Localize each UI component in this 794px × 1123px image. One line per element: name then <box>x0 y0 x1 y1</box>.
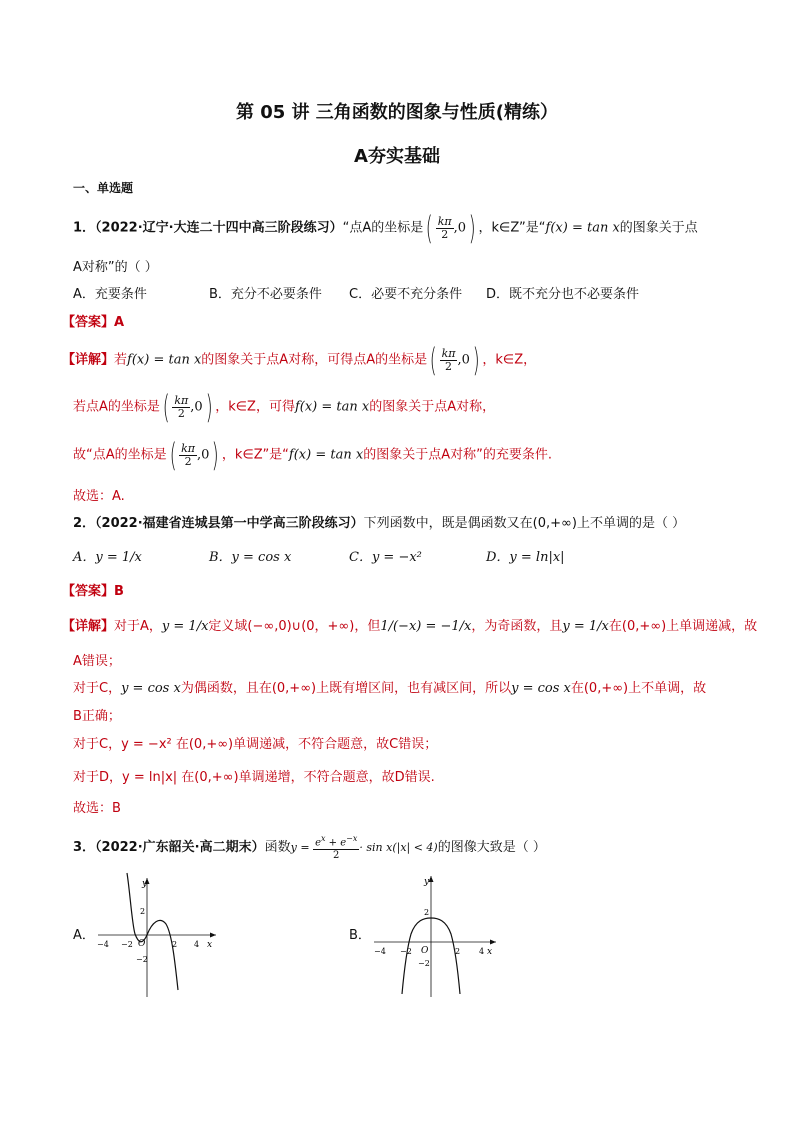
svg-text:4: 4 <box>479 947 485 956</box>
svg-text:2: 2 <box>172 940 178 949</box>
q2-option-c[interactable]: C．y = −x² <box>349 550 422 565</box>
question-1-stem: 1．（2022·辽宁·大连二十四中高三阶段练习）“点A的坐标是( $\frac{k\pi}{2}$ ,0) ，k∈Z”是“f(x) = tan x的图象关于点 <box>73 209 698 247</box>
q2-detail-line1: 【详解】对于A，y = 1/x定义域(−∞,0)∪(0，+∞)，但1/(−x) = −1/x，为奇函数，且y = 1/x在(0,+∞)上单调递减，故 <box>62 619 758 634</box>
q1-conclusion: 故选：A. <box>73 489 125 504</box>
question-number: 1． <box>73 220 96 236</box>
svg-text:2: 2 <box>455 947 461 956</box>
q1-detail-line3: 故“点A的坐标是( $\frac{k\pi}{2}$ ,0) ，k∈Z”是“f(x) = tan x的图象关于点A对称”的充要条件. <box>73 436 552 474</box>
question-3-stem: 3．（2022·广东韶关·高二期末）函数y = $\frac{e^x + e^{-x}}{2}$ · sin x(|x| < 4)的图像大致是（ ） <box>73 834 546 862</box>
q1-option-b[interactable]: B．充分不必要条件 <box>209 287 322 302</box>
q2-detail-line2b: B正确； <box>73 709 121 724</box>
q2-detail-line4: 对于D，y = ln|x| 在(0,+∞)单调递增，不符合题意，故D错误. <box>73 770 435 785</box>
svg-text:2: 2 <box>140 907 146 916</box>
question-number: 3． <box>73 840 96 856</box>
question-source: （2022·辽宁·大连二十四中高三阶段练习） <box>95 220 343 236</box>
q2-option-d[interactable]: D．y = ln|x| <box>486 550 565 565</box>
q1-answer: 【答案】A <box>62 315 125 330</box>
q1-option-c[interactable]: C．必要不充分条件 <box>349 287 463 302</box>
q2-conclusion: 故选：B <box>73 801 121 816</box>
q3-option-a-label[interactable]: A． <box>73 928 95 943</box>
q3-option-b-label[interactable]: B． <box>349 928 371 943</box>
svg-text:O: O <box>138 939 146 949</box>
q3-graph-a[interactable] <box>94 872 222 1000</box>
svg-text:4: 4 <box>194 940 200 949</box>
q2-detail-line2: 对于C，y = cos x为偶函数，且在(0,+∞)上既有增区间，也有减区间，所以y = cos x在(0,+∞)上不单调，故 <box>73 681 707 696</box>
page-subtitle: A夯实基础 <box>354 146 440 167</box>
svg-text:−4: −4 <box>374 947 386 956</box>
svg-text:y: y <box>424 877 430 887</box>
svg-text:x: x <box>487 947 493 957</box>
q2-option-b[interactable]: B．y = cos x <box>209 550 292 565</box>
svg-text:−4: −4 <box>97 940 109 949</box>
q1-option-a[interactable]: A．充要条件 <box>73 287 147 302</box>
page-title: 第 05 讲 三角函数的图象与性质(精练） <box>235 102 559 123</box>
q2-option-a[interactable]: A．y = 1/x <box>73 550 142 565</box>
svg-text:x: x <box>207 940 213 950</box>
svg-text:−2: −2 <box>121 940 133 949</box>
question-source: （2022·福建省连城县第一中学高三阶段练习） <box>95 516 364 531</box>
svg-text:y: y <box>142 879 148 889</box>
svg-text:O: O <box>421 946 429 956</box>
q1-detail-line2: 若点A的坐标是( $\frac{k\pi}{2}$ ,0) ，k∈Z，可得f(x) = tan x的图象关于点A对称， <box>73 388 496 426</box>
q2-answer: 【答案】B <box>62 584 124 599</box>
q3-graph-b[interactable] <box>370 872 502 1000</box>
q2-detail-line3: 对于C，y = −x² 在(0,+∞)单调递减，不符合题意，故C错误； <box>73 737 438 752</box>
svg-text:2: 2 <box>424 908 430 917</box>
question-number: 2． <box>73 516 96 531</box>
question-source: （2022·广东韶关·高二期末） <box>95 840 265 856</box>
q1-option-d[interactable]: D．既不充分也不必要条件 <box>486 287 640 302</box>
question-2-stem: 2．（2022·福建省连城县第一中学高三阶段练习）下列函数中，既是偶函数又在(0,+∞)上不单调的是（ ） <box>73 516 686 531</box>
svg-text:−2: −2 <box>136 955 148 964</box>
svg-text:−2: −2 <box>418 959 430 968</box>
svg-text:−2: −2 <box>400 947 412 956</box>
q2-detail-line1b: A错误； <box>73 654 121 669</box>
question-1-line2: A对称”的（ ） <box>73 260 158 275</box>
section-heading: 一、单选题 <box>73 181 134 195</box>
q1-detail-line1: 【详解】若f(x) = tan x的图象关于点A对称，可得点A的坐标是( $\frac{k\pi}{2}$ ,0) ，k∈Z， <box>62 341 537 379</box>
